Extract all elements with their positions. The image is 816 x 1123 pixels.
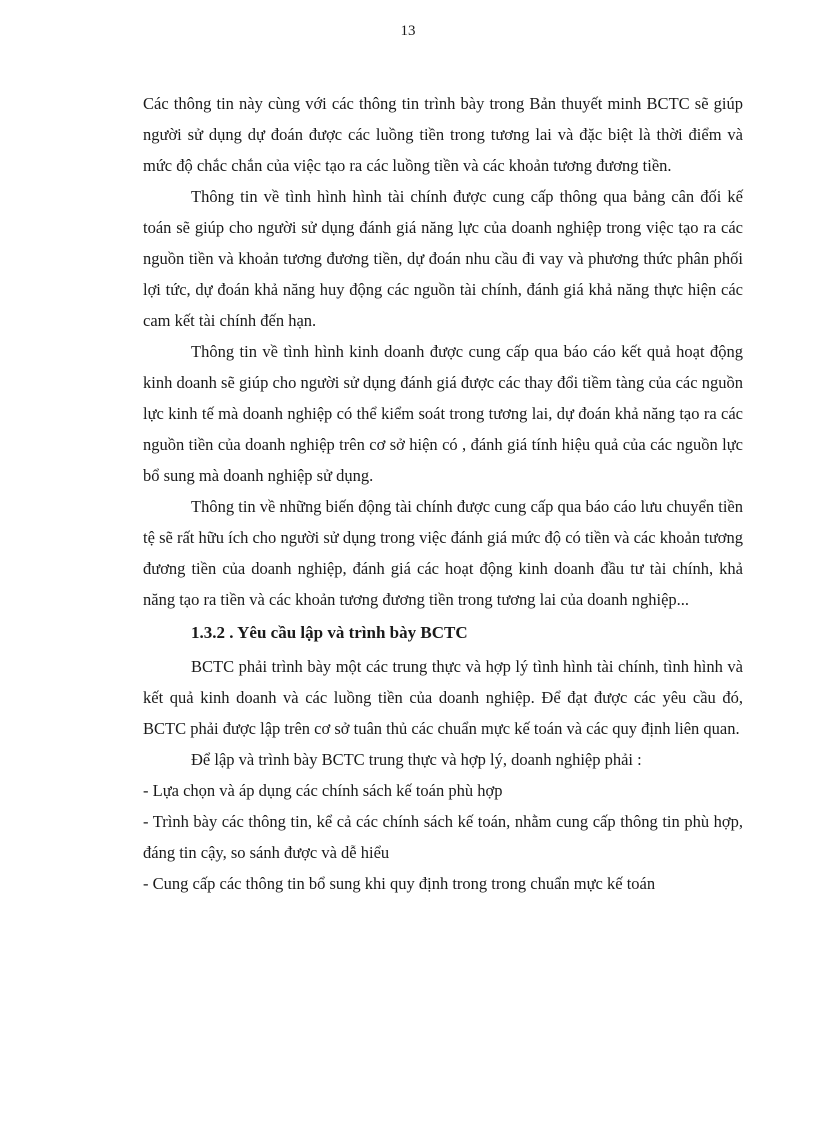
- paragraph-obligations-intro: Để lập và trình bày BCTC trung thực và hợp lý, doanh nghiệp phải :: [191, 750, 642, 769]
- page-number: 13: [400, 23, 416, 39]
- section-heading: 1.3.2 . Yêu cầu lập và trình bày BCTC: [191, 623, 468, 642]
- paragraph-requirements: BCTC phải trình bày một các trung thực và hợp lý tình hình tài chính, tình hình và kết quả kinh doanh và các luồng tiền của doanh nghiệp. Để đạt được các yêu cầu đó, BCTC phải được lập trên cơ sở tuân thủ các chuẩn mực kế toán và các quy định liên quan.: [143, 657, 743, 738]
- paragraph-balance-sheet-info: Thông tin về tình hình hình tài chính được cung cấp thông qua bảng cân đối kế toán sẽ giúp cho người sử dụng đánh giá năng lực của doanh nghiệp trong việc tạo ra các nguồn tiền và khoản tương đương tiền, dự đoán nhu cầu đi vay và phương thức phân phối lợi tức, dự đoán khả năng huy động các nguồn tài chính, đánh giá khả năng thực hiện các cam kết tài chính đến hạn.: [143, 187, 743, 330]
- list-item: - Lựa chọn và áp dụng các chính sách kế toán phù hợp: [143, 781, 503, 800]
- list-item: - Trình bày các thông tin, kể cả các chính sách kế toán, nhằm cung cấp thông tin phù hợp, đáng tin cậy, so sánh được và dễ hiểu: [143, 812, 743, 862]
- paragraph-cash-flow-statement-info: Thông tin về những biến động tài chính được cung cấp qua báo cáo lưu chuyển tiền tệ sẽ rất hữu ích cho người sử dụng trong việc đánh giá mức độ có tiền và các khoản tương đương tiền của doanh nghiệp, đánh giá các hoạt động kinh doanh đầu tư tài chính, khả năng tạo ra tiền và các khoản tương đương tiền trong tương lai của doanh nghiệp...: [143, 497, 743, 609]
- document-body: [143, 88, 743, 899]
- paragraph-income-statement-info: Thông tin về tình hình kinh doanh được cung cấp qua báo cáo kết quả hoạt động kinh doanh sẽ giúp cho người sử dụng đánh giá được các thay đổi tiềm tàng của các nguồn lực kinh tế mà doanh nghiệp có thể kiểm soát trong tương lai, dự đoán khả năng tạo ra các nguồn tiền của doanh nghiệp trên cơ sở hiện có , đánh giá tính hiệu quả của các nguồn lực bổ sung mà doanh nghiệp sử dụng.: [143, 342, 743, 485]
- paragraph-cash-flow-info: Các thông tin này cùng với các thông tin trình bày trong Bản thuyết minh BCTC sẽ giúp người sử dụng dự đoán được các luồng tiền trong tương lai và đặc biệt là thời điểm và mức độ chắc chắn của việc tạo ra các luồng tiền và các khoản tương đương tiền.: [143, 94, 743, 175]
- list-item: - Cung cấp các thông tin bổ sung khi quy định trong trong chuẩn mực kế toán: [143, 874, 656, 893]
